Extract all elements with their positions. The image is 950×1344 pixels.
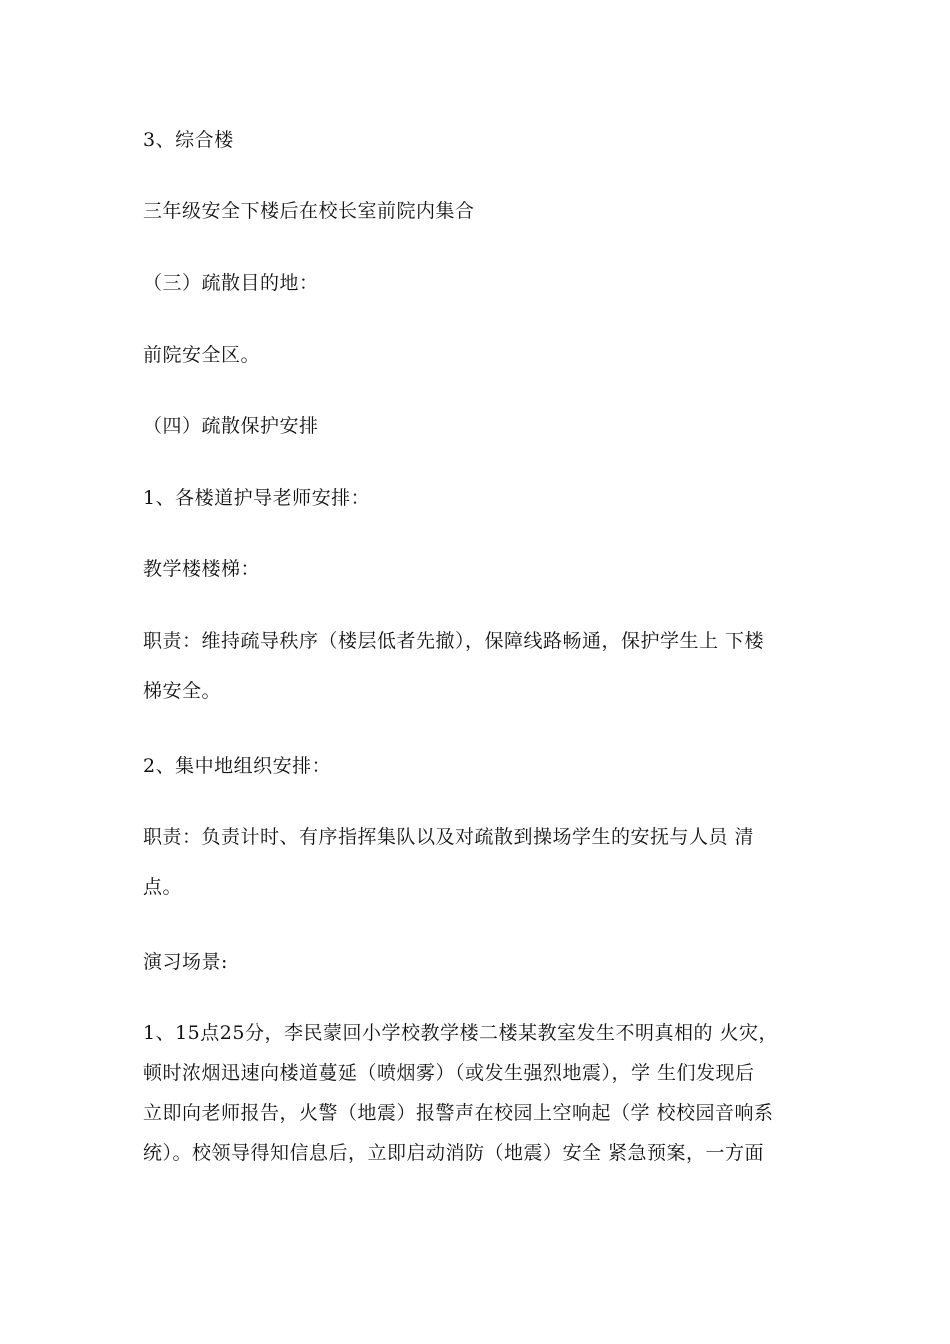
- paragraph-safe-zone: [143, 343, 823, 367]
- text-line: 1、15点25分，李民蒙回小学校教学楼二楼某教室发生不明真相的 火灾，: [143, 1022, 778, 1044]
- text-line: （四）疏散保护安排: [143, 415, 319, 437]
- heading-assembly-organization: [143, 754, 823, 778]
- paragraph-building-3: [143, 128, 823, 152]
- text-line: 立即向老师报告，火警（地震）报警声在校园上空响起（学 校校园音响系: [143, 1102, 774, 1124]
- text-line: 职责：负责计时、有序指挥集队以及对疏散到操场学生的安抚与人员 清: [143, 826, 755, 848]
- paragraph-teaching-building-stairs: [143, 557, 823, 581]
- text-line: 教学楼楼梯：: [143, 558, 261, 580]
- paragraph-grade-3-assembly: [143, 199, 823, 223]
- paragraph-scenario-description: [143, 1021, 823, 1165]
- text-line: 2、集中地组织安排：: [143, 755, 332, 777]
- heading-evacuation-protection: [143, 414, 823, 438]
- text-line: （三）疏散目的地：: [143, 272, 319, 294]
- text-line: 统）。校领导得知信息后，立即启动消防（地震）安全 紧急预案，一方面: [143, 1142, 765, 1164]
- text-line: 顿时浓烟迅速向楼道蔓延（喷烟雾）（或发生强烈地震），学 生们发现后: [143, 1062, 755, 1084]
- text-line: 梯安全。: [143, 680, 222, 702]
- heading-drill-scenario: [143, 950, 823, 974]
- heading-hallway-teachers: [143, 486, 823, 510]
- text-line: 点。: [143, 876, 183, 898]
- paragraph-duties-stairs: [143, 629, 823, 703]
- text-line: 3、综合楼: [143, 129, 234, 151]
- text-line: 前院安全区。: [143, 344, 261, 366]
- text-line: 1、各楼道护导老师安排：: [143, 487, 371, 509]
- text-line: 职责：维持疏导秩序（楼层低者先撤），保障线路畅通，保护学生上 下楼: [143, 630, 765, 652]
- paragraph-duties-assembly: [143, 825, 823, 899]
- text-line: 演习场景:: [143, 951, 228, 973]
- heading-evacuation-destination: [143, 271, 823, 295]
- text-line: 三年级安全下楼后在校长室前院内集合: [143, 200, 475, 222]
